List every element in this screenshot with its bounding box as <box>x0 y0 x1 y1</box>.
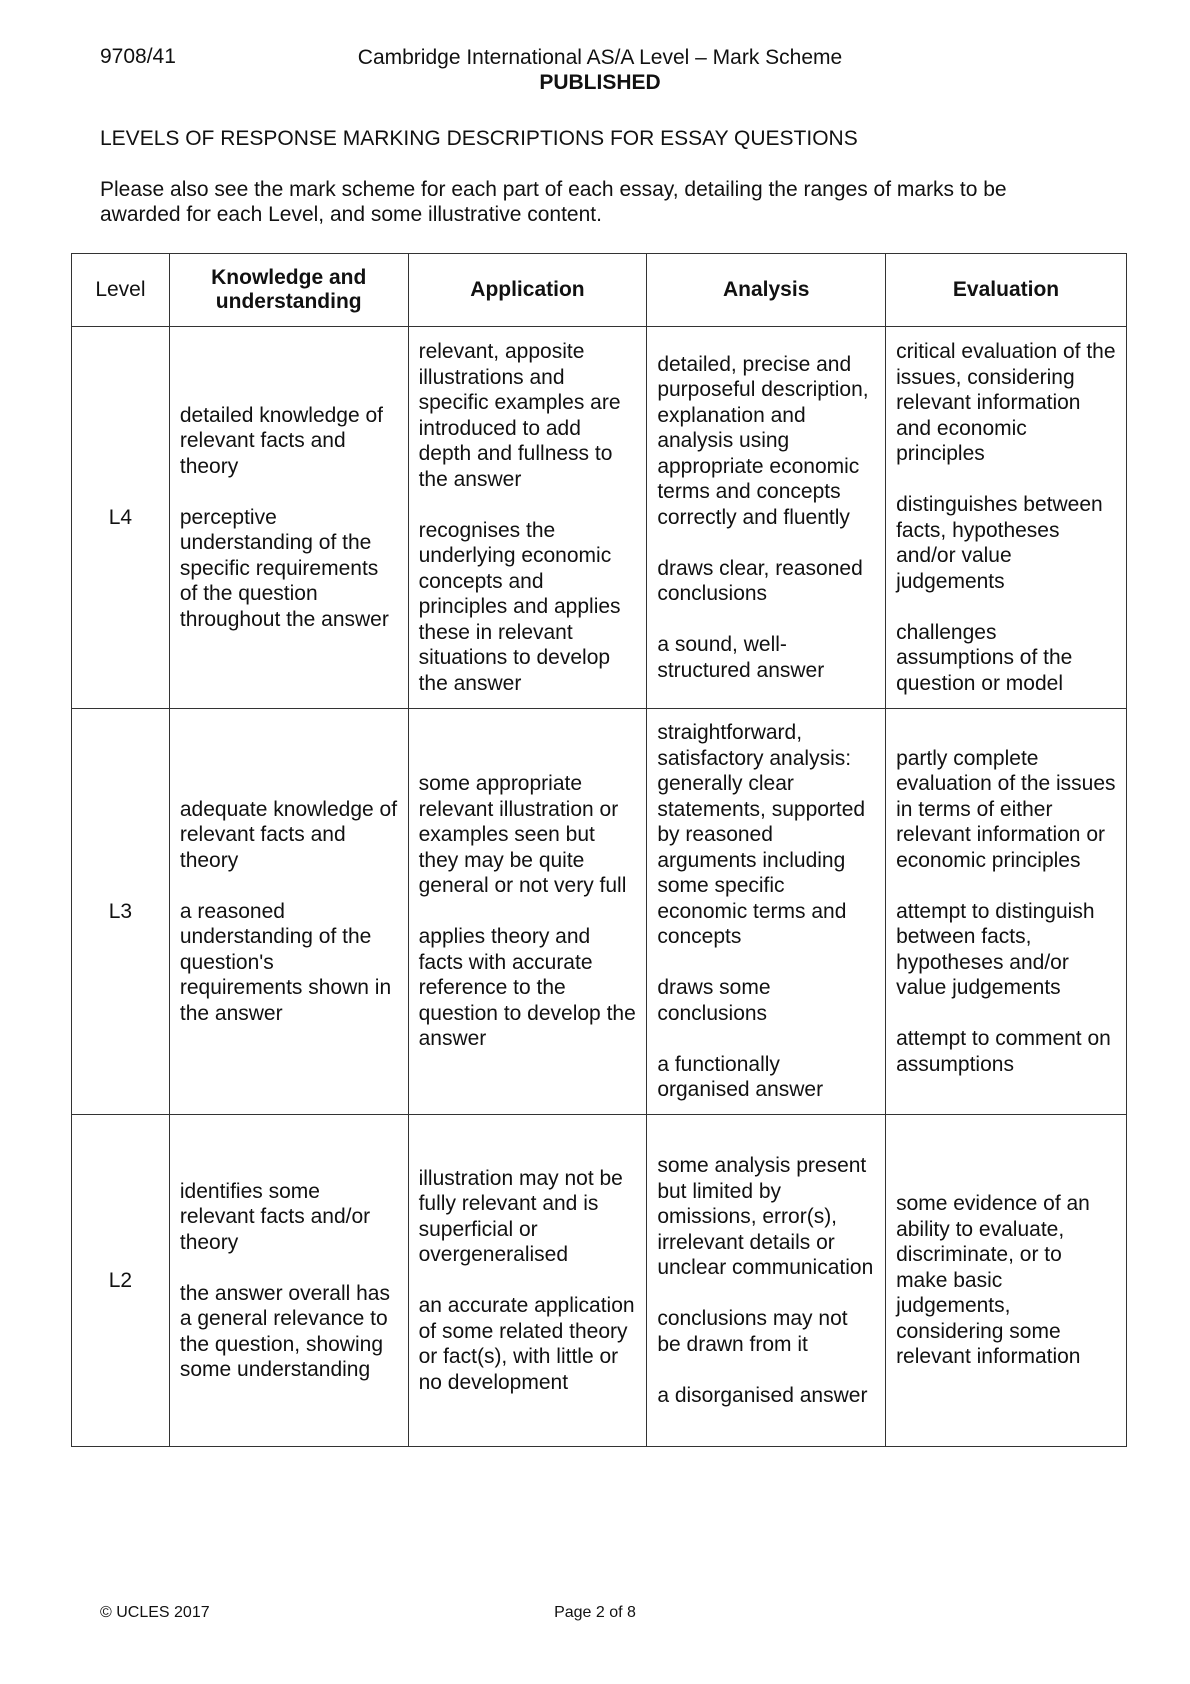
analysis-cell <box>647 709 886 1115</box>
evaluation-cell <box>886 1115 1127 1447</box>
descriptor-text: an accurate application of some related theory or fact(s), with little or no development <box>418 1294 635 1394</box>
descriptor-text: perceptive understanding of the specific requirements of the question throughout the answer <box>179 505 389 631</box>
levels-table <box>71 253 1127 1447</box>
column-header-knowledge: Knowledge and understanding <box>169 254 408 327</box>
page-number: Page 2 of 8 <box>554 1604 636 1621</box>
level-cell: L3 <box>72 709 170 1115</box>
column-header-application: Application <box>408 254 647 327</box>
level-cell: L4 <box>72 327 170 709</box>
descriptor-text: identifies some relevant facts and/or theory <box>179 1179 371 1254</box>
evaluation-cell <box>886 327 1127 709</box>
application-cell <box>408 1115 647 1447</box>
descriptor-text: distinguishes between facts, hypotheses and/or value judgements <box>896 493 1103 593</box>
descriptor-text: draws some conclusions <box>657 976 771 1025</box>
descriptor-text: adequate knowledge of relevant facts and theory <box>179 797 398 872</box>
column-header-evaluation: Evaluation <box>886 254 1127 327</box>
document-code: 9708/41 <box>100 45 176 68</box>
knowledge-cell <box>169 1115 408 1447</box>
descriptor-text: critical evaluation of the issues, considering relevant information and economic principles <box>896 340 1116 465</box>
descriptor-text: illustration may not be fully relevant and is superficial or overgeneralised <box>418 1166 623 1267</box>
descriptor-text: detailed, precise and purposeful description, explanation and analysis using appropriate economic terms and concepts correctly and fluently <box>657 352 869 529</box>
descriptor-text: partly complete evaluation of the issues in terms of either relevant information or economic principles <box>896 746 1116 872</box>
section-heading: LEVELS OF RESPONSE MARKING DESCRIPTIONS FOR ESSAY QUESTIONS <box>100 127 858 150</box>
application-cell <box>408 327 647 709</box>
descriptor-text: a reasoned understanding of the question's requirements shown in the answer <box>179 899 392 1025</box>
descriptor-text: attempt to distinguish between facts, hypotheses and/or value judgements <box>896 899 1095 1000</box>
table-row-l3 <box>72 709 1127 1115</box>
descriptor-text: attempt to comment on assumptions <box>896 1027 1111 1076</box>
analysis-cell <box>647 1115 886 1447</box>
descriptor-text: straightforward, satisfactory analysis: generally clear statements, supported by reasoned arguments including some specific economic terms and concepts <box>657 721 866 949</box>
descriptor-text: draws clear, reasoned conclusions <box>657 556 863 606</box>
table-row-l4 <box>72 327 1127 709</box>
descriptor-text: some analysis present but limited by omissions, error(s), irrelevant details or unclear communication <box>657 1154 874 1279</box>
analysis-cell <box>647 327 886 709</box>
column-header-level: Level <box>72 254 170 327</box>
document-title: Cambridge International AS/A Level – Mark Scheme <box>357 46 843 69</box>
knowledge-cell <box>169 327 408 709</box>
table-header-row <box>72 254 1127 327</box>
evaluation-cell <box>886 709 1127 1115</box>
descriptor-text: detailed knowledge of relevant facts and theory <box>179 403 384 478</box>
column-header-analysis: Analysis <box>647 254 886 327</box>
descriptor-text: some appropriate relevant illustration or examples seen but they may be quite general or not very full <box>418 772 627 898</box>
copyright-notice: © UCLES 2017 <box>100 1604 210 1621</box>
descriptor-text: some evidence of an ability to evaluate, discriminate, or to make basic judgements, considering some relevant information <box>896 1192 1090 1369</box>
descriptor-text: a sound, well-structured answer <box>657 633 825 682</box>
level-cell: L2 <box>72 1115 170 1447</box>
descriptor-text: a disorganised answer <box>657 1383 868 1407</box>
knowledge-cell <box>169 709 408 1115</box>
table-row-l2 <box>72 1115 1127 1447</box>
descriptor-text: applies theory and facts with accurate reference to the question to develop the answer <box>418 925 636 1051</box>
descriptor-text: relevant, apposite illustrations and specific examples are introduced to add depth and fullness to the answer <box>418 340 621 491</box>
descriptor-text: conclusions may not be drawn from it <box>657 1307 848 1356</box>
intro-paragraph: Please also see the mark scheme for each part of each essay, detailing the ranges of marks to be awarded for each Level, and some illustrative content. <box>100 178 1007 226</box>
descriptor-text: a functionally organised answer <box>657 1052 824 1102</box>
application-cell <box>408 709 647 1115</box>
descriptor-text: recognises the underlying economic concepts and principles and applies these in relevant situations to develop the answer <box>418 518 621 695</box>
document-header <box>340 45 860 95</box>
descriptor-text: the answer overall has a general relevance to the question, showing some understanding <box>179 1281 390 1381</box>
descriptor-text: challenges assumptions of the question or model <box>896 620 1073 695</box>
published-label: PUBLISHED <box>539 71 661 94</box>
